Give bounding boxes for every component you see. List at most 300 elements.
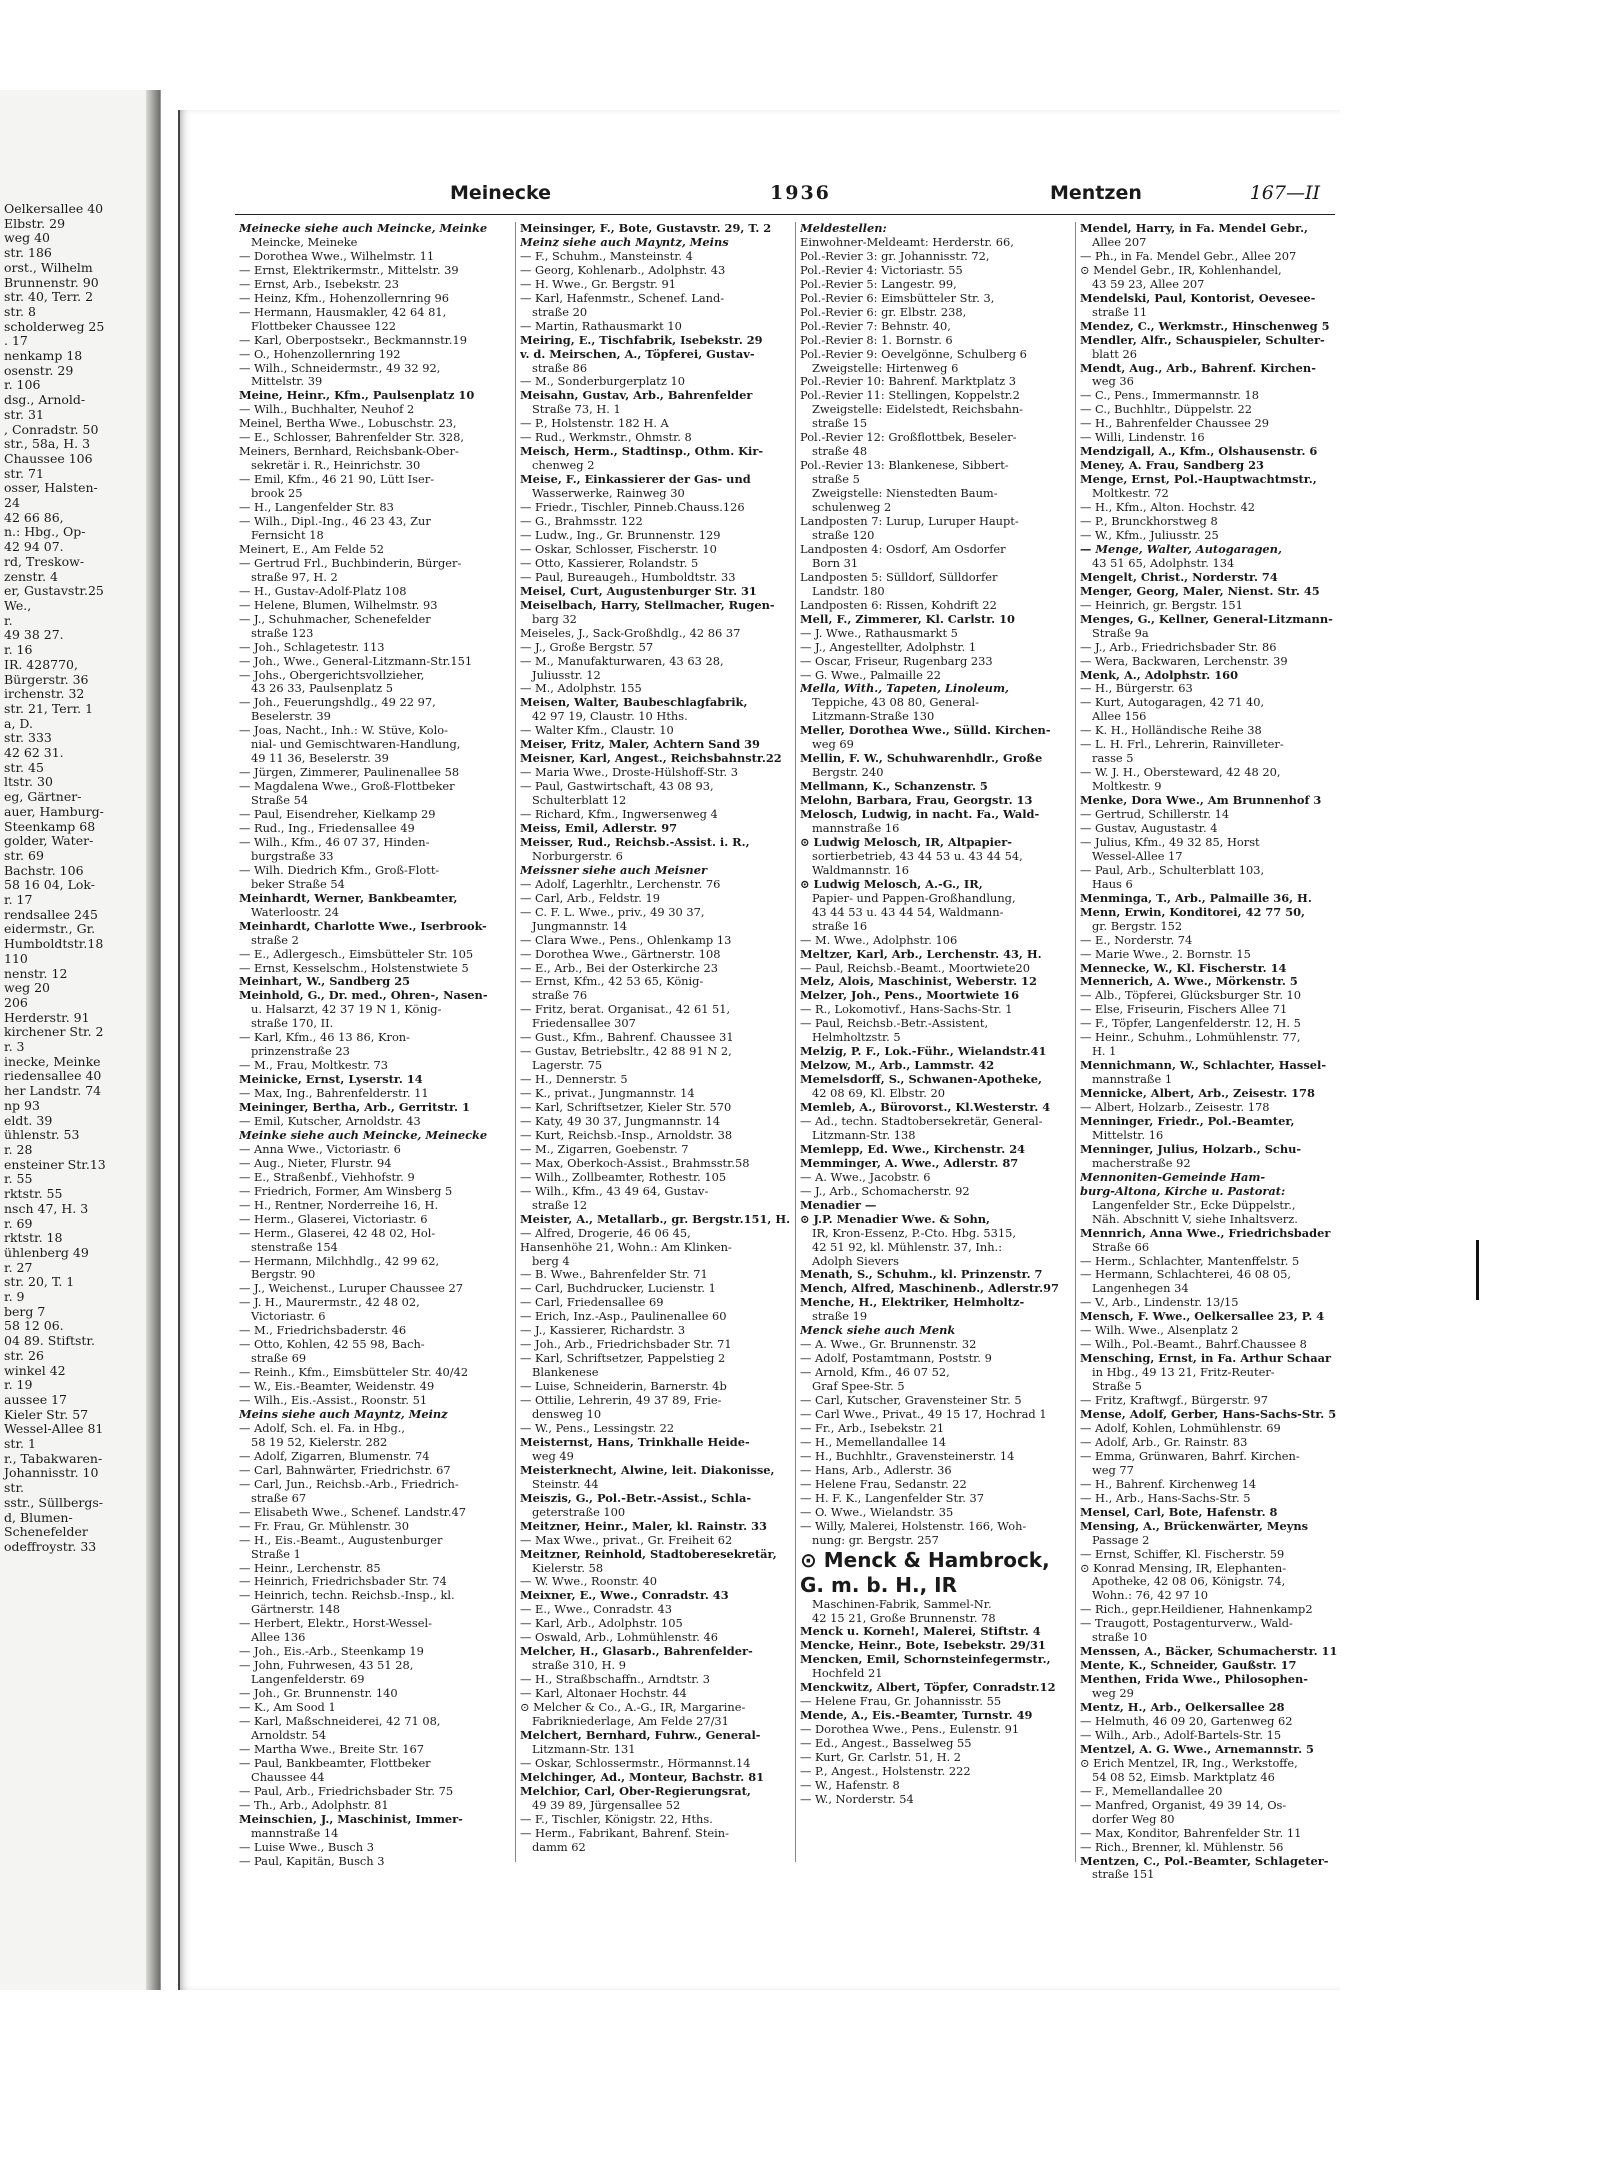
directory-entry-line: 42 51 92, kl. Mühlenstr. 37, Inh.: [812,1240,1003,1254]
directory-entry-line: Pol.-Revier 10: Bahrenf. Marktplatz 3 [800,375,1016,389]
directory-entry-line: straße 310, H. 9 [532,1659,627,1673]
directory-entry-line: Meinschien, J., Maschinist, Immer- [239,1812,463,1826]
directory-entry-line: — Wilh., Kfm., 46 07 37, Hinden- [239,835,430,849]
directory-entry-line: — Carl, Bahnwärter, Friedrichstr. 67 [239,1463,451,1477]
directory-entry-line: Mende, A., Eis.-Beamter, Turnstr. 49 [800,1709,1033,1723]
directory-entry-line: ⊙ Konrad Mensing, IR, Elephanten- [1080,1561,1287,1575]
directory-entry-line: Meinhardt, Charlotte Wwe., Iserbrook- [239,919,487,933]
directory-entry-line: — Fr., Arb., Isebekstr. 21 [800,1421,945,1435]
directory-entry-line: — Heinr., Lerchenstr. 85 [239,1561,381,1575]
directory-entry-line: burg-Altona, Kirche u. Pastorat: [1080,1184,1286,1198]
directory-entry-line: straße 151 [1092,1868,1155,1882]
directory-entry-line: straße 15 [812,417,868,431]
directory-entry-line: — F., Tischler, Königstr. 22, Hths. [520,1812,713,1826]
previous-page-line: a, D. [4,716,33,731]
directory-entry-line: — Oscar, Friseur, Rugenbarg 233 [800,654,993,668]
directory-entry-line: Menger, Georg, Maler, Nienst. Str. 45 [1080,584,1320,598]
directory-entry-line: — Ernst, Schiffer, Kl. Fischerstr. 59 [1080,1547,1285,1561]
directory-entry-line: Pol.-Revier 3: gr. Johannisstr. 72, [800,249,990,263]
previous-page-line: str., 58a, H. 3 [4,437,91,452]
previous-page-line: Schenefelder [4,1525,88,1540]
directory-entry-line: IR, Kron-Essenz, P.-Cto. Hbg. 5315, [812,1226,1017,1240]
directory-entry-line: Straße 73, H. 1 [532,403,621,417]
directory-entry-line: 43 44 53 u. 43 44 54, Waldmann- [812,905,1004,919]
directory-entry-line: straße 69 [251,1352,307,1366]
directory-entry-line: geterstraße 100 [532,1505,626,1519]
directory-entry-line: Menck u. Korneh!, Malerei, Stiftstr. 4 [800,1625,1041,1639]
directory-entry-line: — J., Große Bergstr. 57 [520,640,654,654]
directory-entry-line: Maschinen-Fabrik, Sammel-Nr. [812,1597,992,1611]
previous-page-line: er, Gustavstr.25 [4,584,104,599]
directory-entry-line: 54 08 52, Eimsb. Marktplatz 46 [1092,1770,1275,1784]
column-divider [515,222,516,1862]
directory-entry-line: Flottbeker Chaussee 122 [251,319,397,333]
directory-entry-line: Mendler, Alfr., Schauspieler, Schulter- [1080,333,1325,347]
directory-entry-line: H. 1 [1092,1045,1117,1059]
directory-entry-line: — Emma, Grünwaren, Bahrf. Kirchen- [1080,1449,1300,1463]
directory-entry-line: — Kurt, Gr. Carlstr. 51, H. 2 [800,1751,962,1765]
directory-entry-line: Meiring, E., Tischfabrik, Isebekstr. 29 [520,333,763,347]
previous-page-line: str. 186 [4,246,52,261]
directory-entry-line: — Otto, Kassierer, Rolandstr. 5 [520,556,699,570]
directory-entry-line: — C., Buchhltr., Düppelstr. 22 [1080,403,1253,417]
directory-entry-line: straße 76 [532,989,588,1003]
directory-entry-line: — W., Hafenstr. 8 [800,1778,900,1792]
directory-entry-line: — E., Adlergesch., Eimsbütteler Str. 105 [239,947,474,961]
previous-page-line: weg 40 [4,231,50,246]
directory-entry-line: Mensch, F. Wwe., Oelkersallee 23, P. 4 [1080,1310,1325,1324]
directory-entry-line: Mittelstr. 39 [251,375,323,389]
directory-entry-line: — E., Arb., Bei der Osterkirche 23 [520,961,718,975]
directory-entry-line: prinzenstraße 23 [251,1045,350,1059]
directory-entry-line: — Max, Ing., Bahrenfelderstr. 11 [239,1087,429,1101]
directory-entry-line: straße 19 [812,1310,868,1324]
directory-entry-line: dorfer Weg 80 [1092,1812,1175,1826]
directory-entry-line: — J., Angestellter, Adolphstr. 1 [800,640,977,654]
directory-entry-line: — H., Gustav-Adolf-Platz 108 [239,584,407,598]
directory-entry-line: — Joh., Gr. Brunnenstr. 140 [239,1687,398,1701]
directory-entry-line: — Luise, Schneiderin, Barnerstr. 4b [520,1380,727,1394]
previous-page-line: scholderweg 25 [4,319,105,334]
directory-entry-line: — Reinh., Kfm., Eimsbütteler Str. 40/42 [239,1366,469,1380]
directory-entry-line: Schulterblatt 12 [532,794,627,808]
directory-entry-line: Mencke, Heinr., Bote, Isebekstr. 29/31 [800,1639,1046,1653]
directory-entry-line: Meincke, Meineke [251,235,358,249]
previous-page-line: n.: Hbg., Op- [4,525,86,540]
directory-entry-line: brook 25 [251,487,303,501]
directory-entry-line: — A. Wwe., Jacobstr. 6 [800,1170,931,1184]
directory-entry-line: — Karl, Oberpostsekr., Beckmannstr.19 [239,333,467,347]
directory-entry-line: Juliusstr. 12 [532,668,601,682]
directory-entry-line: — H., Straßbschaffn., Arndtstr. 3 [520,1673,710,1687]
directory-entry-line: Mennrich, Anna Wwe., Friedrichsbader [1080,1226,1331,1240]
directory-entry-line: — J., Schuhmacher, Schenefelder [239,612,431,626]
directory-entry-line: Meinhart, W., Sandberg 25 [239,975,411,989]
directory-entry-line: Bergstr. 240 [812,766,884,780]
directory-entry-line: Fabrikniederlage, Am Felde 27/31 [532,1714,729,1728]
directory-entry-line: Mennerich, A. Wwe., Mörkenstr. 5 [1080,975,1298,989]
directory-entry-line: Zweigstelle: Eidelstedt, Reichsbahn- [812,403,1024,417]
directory-entry-line: Meinhardt, Werner, Bankbeamter, [239,891,458,905]
directory-entry-line: — Magdalena Wwe., Groß-Flottbeker [239,780,455,794]
directory-entry-line: — Helene Frau, Sedanstr. 22 [800,1477,967,1491]
directory-entry-line: — Georg, Kohlenarb., Adolphstr. 43 [520,263,726,277]
directory-entry-line: — Hermann, Milchhdlg., 42 99 62, [239,1254,440,1268]
previous-page-line: osenstr. 29 [4,363,74,378]
column-divider [795,222,796,1862]
directory-entry-line: — Karl, Schriftsetzer, Pappelstieg 2 [520,1352,726,1366]
directory-entry-line: — Kurt, Reichsb.-Insp., Arnoldstr. 38 [520,1128,733,1142]
previous-page-line: Bürgerstr. 36 [4,672,89,687]
directory-entry-line: Adolph Sievers [812,1254,899,1268]
directory-entry-line: straße 170, II. [251,1017,334,1031]
previous-page-line: riedensallee 40 [4,1069,102,1084]
directory-entry-line: — H., Bahrenf. Kirchenweg 14 [1080,1477,1257,1491]
directory-entry-line: — Ed., Angest., Basselweg 55 [800,1737,972,1751]
directory-entry-line: Helmholtzstr. 5 [812,1031,901,1045]
directory-entry-line: — Max, Oberkoch-Assist., Brahmsstr.58 [520,1156,750,1170]
directory-entry-line: Meixner, E., Wwe., Conradstr. 43 [520,1589,729,1603]
directory-entry-line: Mittelstr. 16 [1092,1128,1164,1142]
directory-entry-line: Victoriastr. 6 [251,1310,326,1324]
previous-page-line: str. 45 [4,760,44,775]
directory-entry-line: barg 32 [532,612,577,626]
directory-entry-line: Hochfeld 21 [812,1667,883,1681]
directory-entry-line: Meiners, Bernhard, Reichsbank-Ober- [239,445,459,459]
previous-page-text [0,90,160,1555]
directory-entry-line: — Helmuth, 46 09 20, Gartenweg 62 [1080,1714,1293,1728]
directory-entry-line: — Willy, Malerei, Holstenstr. 166, Woh- [800,1519,1027,1533]
directory-entry-line: 42 15 21, Große Brunnenstr. 78 [812,1611,996,1625]
directory-entry-line: — Anna Wwe., Victoriastr. 6 [239,1142,401,1156]
directory-entry-line: — E., Schlosser, Bahrenfelder Str. 328, [239,431,464,445]
previous-page-line: , Conradstr. 50 [4,422,99,437]
directory-entry-line: straße 11 [1092,305,1148,319]
previous-page-line: Steenkamp 68 [4,819,96,834]
directory-entry-line: — Karl, Altonaer Hochstr. 44 [520,1687,687,1701]
directory-entry-line: Meisen, Walter, Baubeschlagfabrik, [520,696,748,710]
directory-entry-line: ⊙ Mendel Gebr., IR, Kohlenhandel, [1080,263,1282,277]
previous-page-line: Brunnenstr. 90 [4,275,99,290]
directory-entry-line: Meinel, Bertha Wwe., Lobuschstr. 23, [239,417,457,431]
directory-entry-line: — Alb., Töpferei, Glücksburger Str. 10 [1080,989,1302,1003]
directory-entry-line: — Maria Wwe., Droste-Hülshoff-Str. 3 [520,766,739,780]
directory-entry-line: Meissner siehe auch Meisner [520,863,707,877]
directory-entry-line: Meiszis, G., Pol.-Betr.-Assist., Schla- [520,1491,752,1505]
directory-entry-line: — O. Wwe., Wielandstr. 35 [800,1505,954,1519]
directory-entry-line: Mente, K., Schneider, Gaußstr. 17 [1080,1659,1297,1673]
directory-entry-line: — Else, Friseurin, Fischers Allee 71 [1080,1003,1288,1017]
directory-entry-line: — P., Brunckhorstweg 8 [1080,515,1218,529]
directory-entry-line: Meinicke, Ernst, Lyserstr. 14 [239,1073,423,1087]
previous-page-line: str. 1 [4,1437,36,1452]
directory-entry-line: Litzmann-Straße 130 [812,710,935,724]
directory-entry-line: — G., Brahmsstr. 122 [520,515,643,529]
previous-page-line: str. 26 [4,1348,44,1363]
previous-page-line: r. 3 [4,1040,25,1055]
directory-entry-line: Meisternst, Hans, Trinkhalle Heide- [520,1435,750,1449]
directory-entry-line: — Rich., Brenner, kl. Mühlenstr. 56 [1080,1840,1284,1854]
directory-entry-line: Memminger, A. Wwe., Adlerstr. 87 [800,1156,1019,1170]
directory-entry-line: Straße 5 [1092,1380,1142,1394]
directory-entry-line: Bergstr. 90 [251,1268,316,1282]
directory-entry-line: — Karl, Hafenmstr., Schenef. Land- [520,291,725,305]
directory-entry-line: straße 86 [532,361,588,375]
directory-entry-line: Meins siehe auch Mayntz, Meinz [239,1408,448,1422]
directory-entry-line: — Wilh., Eis.-Assist., Roonstr. 51 [239,1394,428,1408]
directory-entry-line: Meine, Heinr., Kfm., Paulsenplatz 10 [239,389,475,403]
directory-entry-line: Langenfelderstr. 69 [251,1673,365,1687]
directory-entry-line: — Emil, Kutscher, Arnoldstr. 43 [239,1115,421,1128]
directory-entry-line: chenweg 2 [532,459,595,473]
directory-entry-line: — Katy, 49 30 37, Jungmannstr. 14 [520,1115,721,1128]
directory-entry-line: — Wilh., Arb., Adolf-Bartels-Str. 15 [1080,1728,1282,1742]
directory-entry-line: — H., Buchhltr., Gravensteinerstr. 14 [800,1449,1015,1463]
directory-entry-line: Beselerstr. 39 [251,710,331,724]
directory-entry-line: ⊙ Ludwig Melosch, IR, Altpapier- [800,835,1012,849]
directory-entry-line: Mennichmann, W., Schlachter, Hassel- [1080,1059,1327,1073]
directory-entry-line: — Clara Wwe., Pens., Ohlenkamp 13 [520,933,732,947]
directory-entry-line: Melohn, Barbara, Frau, Georgstr. 13 [800,794,1033,808]
previous-page-line: golder, Water- [4,834,94,849]
directory-entry-line: — Herm., Glaserei, 42 48 02, Hol- [239,1226,436,1240]
directory-entry-line: Apotheke, 42 08 06, Königstr. 74, [1092,1575,1286,1589]
directory-entry-line: Zweigstelle: Hirtenweg 6 [812,361,959,375]
directory-entry-line: — W. Wwe., Roonstr. 40 [520,1575,658,1589]
directory-entry-line: — Th., Arb., Adolphstr. 81 [239,1798,389,1812]
directory-entry-line: straße 2 [251,933,299,947]
previous-page-line: Bachstr. 106 [4,863,84,878]
directory-entry-line: straße 48 [812,445,868,459]
directory-entry-line: stenstraße 154 [251,1240,338,1254]
directory-entry-line: — Heinrich, techn. Reichsb.-Insp., kl. [239,1589,455,1603]
directory-entry-line: Meney, A. Frau, Sandberg 23 [1080,459,1264,473]
directory-entry-line: Menninger, Julius, Holzarb., Schu- [1080,1142,1302,1156]
directory-entry-line: Waterloostr. 24 [251,905,339,919]
directory-entry-line: Meisahn, Gustav, Arb., Bahrenfelder [520,389,753,403]
directory-entry-line: — Heinr., Schuhm., Lohmühlenstr. 77, [1080,1031,1301,1045]
directory-entry-line: weg 69 [812,738,854,752]
directory-entry-line: — V., Arb., Lindenstr. 13/15 [1080,1296,1239,1310]
directory-entry-line: Melcher, H., Glasarb., Bahrenfelder- [520,1645,753,1659]
directory-entry-line: — Richard, Kfm., Ingwersenweg 4 [520,808,718,822]
directory-entry-line: — Martin, Rathausmarkt 10 [520,319,682,333]
directory-entry-line: — Joh., Eis.-Arb., Steenkamp 19 [239,1645,424,1659]
directory-entry-line: — K. H., Holländische Reihe 38 [1080,724,1262,738]
directory-entry-line: Meister, A., Metallarb., gr. Bergstr.151, H. [520,1212,791,1226]
directory-entry-line: Langenfelder Str., Ecke Düppelstr., [1092,1198,1296,1212]
directory-entry-line: Mensing, A., Brückenwärter, Meyns [1080,1519,1309,1533]
directory-entry-line: — F., Schuhm., Mansteinstr. 4 [520,249,693,263]
directory-entry-line: — Adolf, Lagerhltr., Lerchenstr. 76 [520,877,721,891]
directory-entry-line: straße 120 [812,528,875,542]
previous-page-line: ühlenstr. 53 [4,1128,80,1143]
previous-page-line: odeffroystr. 33 [4,1539,97,1554]
directory-entry-line: — Rich., gepr.Heildiener, Hahnenkamp2 [1080,1603,1313,1617]
directory-entry-line: Chaussee 44 [251,1770,325,1784]
directory-entry-line: — Joh., Wwe., General-Litzmann-Str.151 [239,654,473,668]
directory-entry-line: — H., Eis.-Beamt., Augustenburger [239,1533,443,1547]
directory-entry-line: — J., Arb., Schomacherstr. 92 [800,1184,970,1198]
directory-entry-line: — John, Fuhrwesen, 43 51 28, [239,1659,414,1673]
previous-page-line: rendsallee 245 [4,907,98,922]
directory-entry-line: — M., Frau, Moltkestr. 73 [239,1059,388,1073]
directory-entry-line: — Wera, Backwaren, Lerchenstr. 39 [1080,654,1288,668]
previous-page-line: ensteiner Str.13 [4,1157,106,1172]
running-header [180,182,1340,212]
previous-page-line: rktstr. 18 [4,1231,63,1246]
directory-entry-line: — Paul, Bankbeamter, Flottbeker [239,1756,431,1770]
directory-entry-line: 42 97 19, Claustr. 10 Hths. [532,710,688,724]
directory-entry-line: Menche, H., Elektriker, Helmholtz- [800,1296,1025,1310]
directory-entry-line: — Dorothea Wwe., Pens., Eulenstr. 91 [800,1723,1020,1737]
directory-entry-line: Zweigstelle: Nienstedten Baum- [812,487,998,501]
directory-entry-line: Mencken, Emil, Schornsteinfegermstr., [800,1653,1051,1667]
directory-entry-line: v. d. Meirschen, A., Töpferei, Gustav- [520,347,755,361]
directory-entry-line: — Carl, Friedensallee 69 [520,1296,664,1310]
directory-entry-line: — W., Eis.-Beamter, Weidenstr. 49 [239,1380,435,1394]
directory-entry-line: Passage 2 [1092,1533,1150,1547]
directory-entry-line: rasse 5 [1092,752,1134,766]
directory-entry-line: — Willi, Lindenstr. 16 [1080,431,1205,445]
directory-entry-line: Meinz siehe auch Mayntz, Meins [520,235,729,249]
directory-entry-line: — Friedrich, Former, Am Winsberg 5 [239,1184,453,1198]
directory-entry-line: — Gustav, Augustastr. 4 [1080,821,1218,835]
directory-entry-line: Pol.-Revier 11: Stellingen, Koppelstr.2 [800,389,1020,403]
directory-entry-line: — H., Rentner, Norderreihe 16, H. [239,1198,439,1212]
directory-entry-line: in Hbg., 49 13 21, Fritz-Reuter- [1092,1366,1275,1380]
directory-entry-line: — Gertrud Frl., Buchbinderin, Bürger- [239,556,462,570]
directory-entry-line: Melosch, Ludwig, in nacht. Fa., Wald- [800,808,1040,822]
previous-page-line: 24 [4,496,20,511]
directory-entry-line: ⊙ Erich Mentzel, IR, Ing., Werkstoffe, [1080,1756,1298,1770]
directory-entry-line: Landposten 4: Osdorf, Am Osdorfer [800,542,1006,556]
directory-entry-line: — Ph., in Fa. Mendel Gebr., Allee 207 [1080,249,1297,263]
directory-entry-line: weg 49 [532,1449,574,1463]
directory-entry-line: Melzig, P. F., Lok.-Führ., Wielandstr.41 [800,1045,1047,1059]
directory-entry-line: — J. H., Maurermstr., 42 48 02, [239,1296,420,1310]
directory-entry-line: straße 5 [812,473,860,487]
directory-entry-line: Meldestellen: [800,222,887,235]
directory-entry-line: Pol.-Revier 7: Behnstr. 40, [800,319,951,333]
previous-page-line: 42 66 86, [4,510,64,525]
previous-page-line: zenstr. 4 [4,569,58,584]
previous-page-line: . 17 [4,334,28,349]
directory-entry-line: Mendt, Aug., Arb., Bahrenf. Kirchen- [1080,361,1316,375]
directory-entry-line: Meise, F., Einkassierer der Gas- und [520,473,751,487]
directory-entry-line: Friedensallee 307 [532,1017,636,1031]
directory-entry-line: Menath, S., Schuhm., kl. Prinzenstr. 7 [800,1268,1043,1282]
previous-page-line: rd, Treskow- [4,554,85,569]
directory-entry-line: Landposten 5: Sülldorf, Sülldorfer [800,570,998,584]
column-3 [800,222,1072,1807]
directory-entry-line: — Fritz, berat. Organisat., 42 61 51, [520,1003,731,1017]
directory-entry-line: 43 51 65, Adolphstr. 134 [1092,556,1235,570]
directory-entry-line: Straße 1 [251,1547,301,1561]
directory-entry-line: — Walter Kfm., Claustr. 10 [520,724,674,738]
directory-entry-line: — Heinz, Kfm., Hohenzollernring 96 [239,291,449,305]
directory-entry-line: Menck siehe auch Menk [800,1324,956,1338]
directory-entry-line: — Karl, Schriftsetzer, Kieler Str. 570 [520,1101,732,1115]
directory-entry-line: — Menge, Walter, Autogaragen, [1080,542,1282,556]
directory-entry-line: — Helene, Blumen, Wilhelmstr. 93 [239,598,438,612]
previous-page-line: ltstr. 30 [4,775,53,790]
directory-entry-line: — Joh., Feuerungshdlg., 49 22 97, [239,696,436,710]
directory-entry-line: — Carl, Kutscher, Gravensteiner Str. 5 [800,1394,1022,1408]
directory-entry-line: mannstraße 16 [812,821,900,835]
directory-entry-line: Meiseles, J., Sack-Großhdlg., 42 86 37 [520,626,741,640]
directory-entry-line: Graf Spee-Str. 5 [812,1380,905,1394]
previous-page-line: Wessel-Allee 81 [4,1422,104,1437]
directory-entry-line: — Paul, Eisendreher, Kielkamp 29 [239,808,436,822]
directory-entry-line: — Adolf, Postamtmann, Poststr. 9 [800,1352,992,1366]
directory-entry-line: — Ernst, Elektrikermstr., Mittelstr. 39 [239,263,459,277]
previous-page-line: dsg., Arnold- [4,393,86,408]
previous-page-line: str. 333 [4,731,52,746]
directory-entry-line: — Paul, Arb., Friedrichsbader Str. 75 [239,1784,454,1798]
previous-page-line: ühlenberg 49 [4,1245,89,1260]
directory-entry-line: Pol.-Revier 9: Oevelgönne, Schulberg 6 [800,347,1027,361]
directory-entry-line: — Joas, Nacht., Inh.: W. Stüve, Kolo- [239,724,448,738]
directory-entry-line: — Ottilie, Lehrerin, 49 37 89, Frie- [520,1394,722,1408]
previous-page-line: 42 62 31. [4,746,64,761]
directory-entry-line: Wasserwerke, Rainweg 30 [532,487,685,501]
directory-entry-line: berg 4 [532,1254,570,1268]
directory-entry-line: — J., Arb., Friedrichsbader Str. 86 [1080,640,1277,654]
directory-entry-line: Kielerstr. 58 [532,1561,604,1575]
directory-entry-line: 43 26 33, Paulsenplatz 5 [251,682,393,696]
directory-entry-line: — W., Kfm., Juliusstr. 25 [1080,528,1219,542]
directory-entry-line: — Hermann, Hausmakler, 42 64 81, [239,305,447,319]
previous-page-line: str. [4,1481,25,1496]
directory-entry-line: Memleb, A., Bürovorst., Kl.Westerstr. 4 [800,1101,1051,1115]
directory-entry-line: — H. F. K., Langenfelder Str. 37 [800,1491,984,1505]
directory-entry-line: Pol.-Revier 6: Eimsbütteler Str. 3, [800,291,995,305]
directory-entry-line: Menadier — [800,1198,877,1212]
directory-entry-line: gr. Bergstr. 152 [1092,919,1183,933]
header-rule [235,214,1335,215]
directory-entry-line: Lagerstr. 75 [532,1059,603,1073]
directory-entry-line: Melzer, Joh., Pens., Moortwiete 16 [800,989,1020,1003]
directory-entry-line: 49 11 36, Beselerstr. 39 [251,752,389,766]
directory-entry-line: Straße 66 [1092,1240,1150,1254]
directory-entry-line: Mensel, Carl, Bote, Hafenstr. 8 [1080,1505,1278,1519]
directory-entry-line: — Wilh. Wwe., Alsenplatz 2 [1080,1324,1239,1338]
directory-entry-line: — M., Manufakturwaren, 43 63 28, [520,654,724,668]
directory-entry-line: Hansenhöhe 21, Wohn.: Am Klinken- [520,1240,732,1254]
directory-entry-line: Blankenese [532,1366,599,1380]
directory-entry-line: Menssen, A., Bäcker, Schumacherstr. 11 [1080,1645,1338,1659]
directory-entry-line: straße 16 [812,919,868,933]
previous-page-line: nenstr. 12 [4,966,68,981]
directory-entry-line: Norburgerstr. 6 [532,849,623,863]
directory-entry-line: Melchert, Bernhard, Fuhrw., General- [520,1728,761,1742]
directory-entry-line: Näh. Abschnitt V, siehe Inhaltsverz. [1092,1212,1298,1226]
directory-entry-line: Meitzner, Heinr., Maler, kl. Rainstr. 33 [520,1519,767,1533]
directory-entry-line: — H., Langenfelder Str. 83 [239,501,394,515]
directory-entry-line: — M., Adolphstr. 155 [520,682,642,696]
directory-entry-line: Meisner, Karl, Angest., Reichsbahnstr.22 [520,752,782,766]
directory-entry-line: — H., Dennerstr. 5 [520,1073,628,1087]
directory-entry-line: — R., Lokomotivf., Hans-Sachs-Str. 1 [800,1003,1013,1017]
previous-page-line: aussee 17 [4,1392,68,1407]
directory-entry-line: Menn, Erwin, Konditorei, 42 77 50, [1080,905,1306,919]
directory-entry-line: Pol.-Revier 4: Victoriastr. 55 [800,263,963,277]
directory-entry-line: Meisterknecht, Alwine, leit. Diakonisse, [520,1463,775,1477]
header-first-entry: Meinecke [450,182,551,204]
previous-page-line: Humboldtstr.18 [4,937,104,952]
previous-page-line: str. 20, T. 1 [4,1275,75,1290]
